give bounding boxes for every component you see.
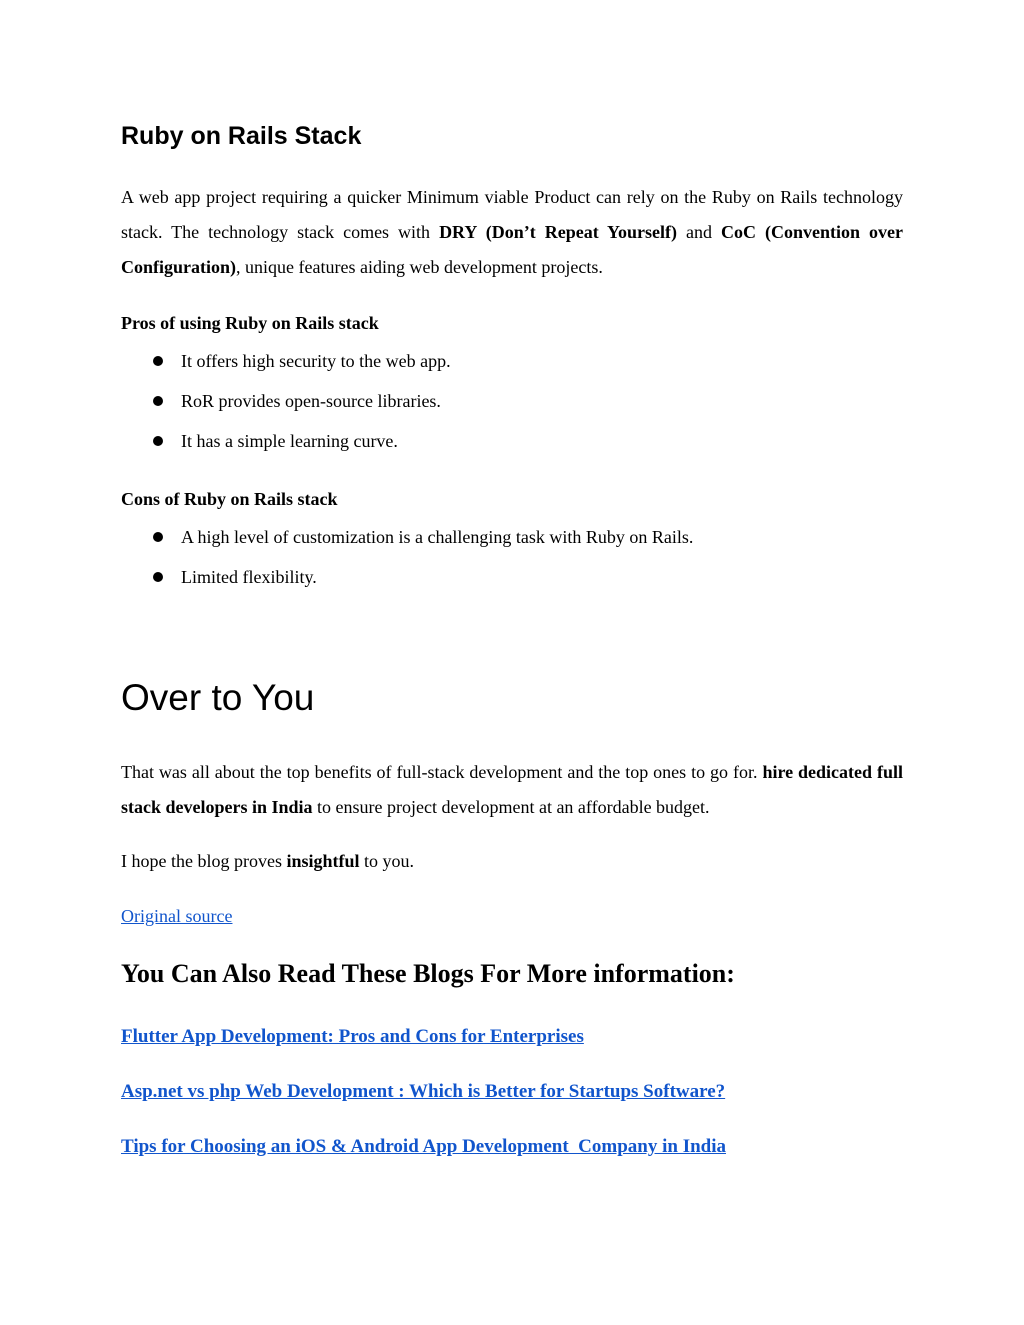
over-text-end: to ensure project development at an affordable budget. bbox=[312, 797, 710, 817]
insightful-paragraph bbox=[121, 844, 903, 879]
list-item-text: It has a simple learning curve. bbox=[181, 431, 398, 451]
blog-link-flutter[interactable]: Flutter App Development: Pros and Cons for Enterprises bbox=[121, 1026, 584, 1047]
original-source-link[interactable]: Original source bbox=[121, 906, 233, 926]
ror-intro-paragraph bbox=[121, 180, 903, 285]
related-blogs-heading: You Can Also Read These Blogs For More information: bbox=[121, 959, 735, 988]
related-blog-item bbox=[121, 1024, 584, 1050]
coc-term: CoC (Convention over Configuration) bbox=[121, 222, 903, 277]
list-item-text: It offers high security to the web app. bbox=[181, 351, 451, 371]
ror-intro-and: and bbox=[677, 222, 722, 242]
cons-heading: Cons of Ruby on Rails stack bbox=[121, 489, 338, 509]
bullet-icon bbox=[153, 572, 163, 582]
list-item bbox=[121, 381, 903, 421]
bullet-icon bbox=[153, 356, 163, 366]
related-blog-item bbox=[121, 1079, 725, 1105]
bullet-icon bbox=[153, 396, 163, 406]
hire-developers-phrase: hire dedicated full stack developers in India bbox=[121, 762, 903, 817]
over-text: That was all about the top benefits of full-stack development and the top ones to go for. bbox=[121, 762, 763, 782]
dry-term: DRY (Don’t Repeat Yourself) bbox=[439, 222, 678, 242]
blog-link-ios-android[interactable]: Tips for Choosing an iOS & Android App Development Company in India bbox=[121, 1136, 727, 1157]
insightful-text: I hope the blog proves bbox=[121, 851, 287, 871]
over-paragraph bbox=[121, 755, 903, 825]
section-heading-ror: Ruby on Rails Stack bbox=[121, 122, 362, 150]
pros-heading: Pros of using Ruby on Rails stack bbox=[121, 313, 379, 333]
source-line bbox=[121, 899, 903, 934]
ror-intro-text-end: , unique features aiding web development projects. bbox=[236, 257, 603, 277]
pros-list bbox=[121, 341, 903, 461]
list-item bbox=[121, 421, 903, 461]
bullet-icon bbox=[153, 436, 163, 446]
list-item-text: Limited flexibility. bbox=[181, 567, 317, 587]
insightful-text-end: to you. bbox=[359, 851, 415, 871]
list-item bbox=[121, 517, 903, 557]
list-item-text: RoR provides open-source libraries. bbox=[181, 391, 441, 411]
list-item bbox=[121, 341, 903, 381]
list-item-text: A high level of customization is a challenging task with Ruby on Rails. bbox=[181, 527, 694, 547]
insightful-word: insightful bbox=[286, 851, 360, 871]
blog-link-aspnet-php[interactable]: Asp.net vs php Web Development : Which is Better for Startups Software? bbox=[121, 1081, 726, 1102]
ror-intro-text: A web app project requiring a quicker Minimum viable Product can rely on the Ruby on Rails technology stack. The technology stack comes with bbox=[121, 187, 903, 242]
bullet-icon bbox=[153, 532, 163, 542]
cons-list bbox=[121, 517, 903, 597]
list-item bbox=[121, 557, 903, 597]
related-blog-item bbox=[121, 1134, 726, 1160]
over-to-you-heading: Over to You bbox=[121, 677, 315, 718]
